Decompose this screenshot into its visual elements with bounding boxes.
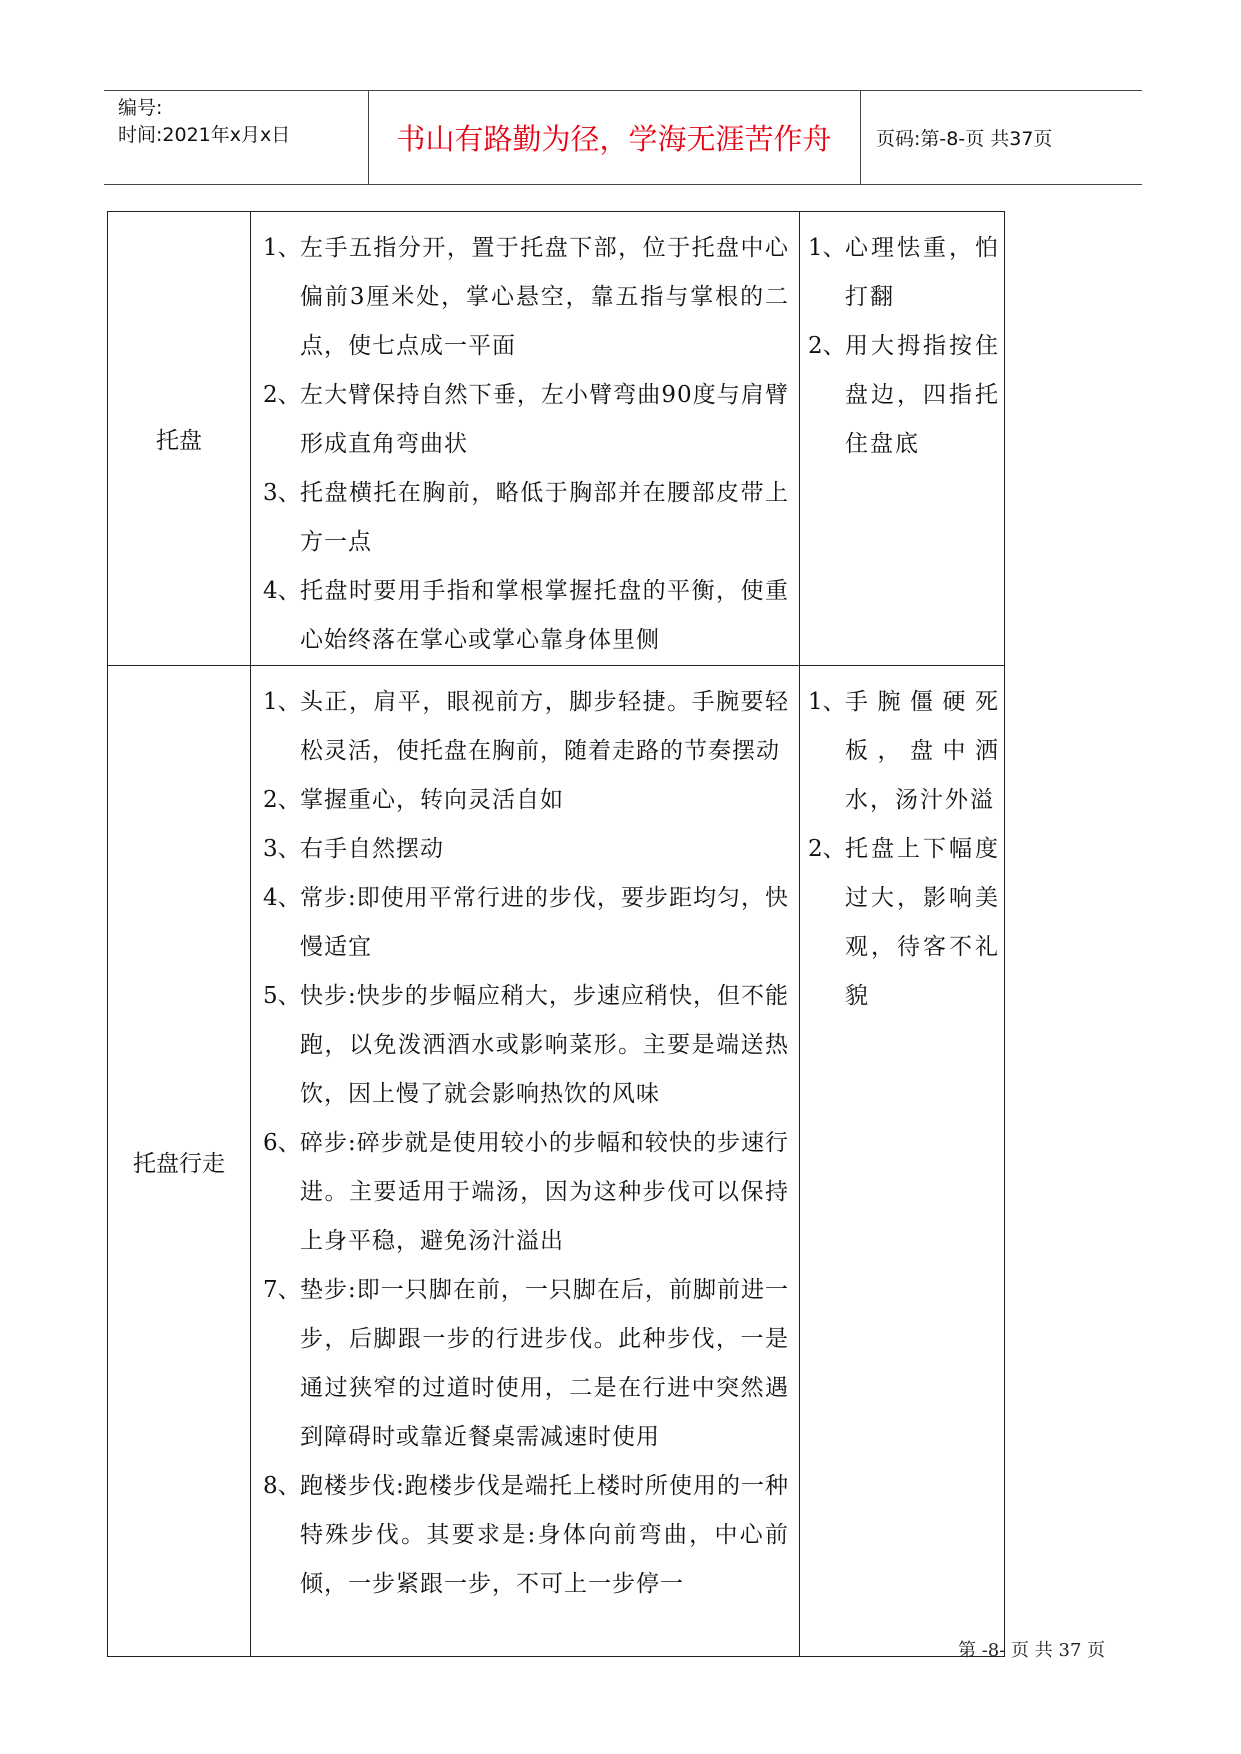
list-item [263, 678, 789, 776]
page-header [104, 90, 1142, 185]
item-text: 跑楼步伐:跑楼步伐是端托上楼时所使用的一种特殊步伐。其要求是:身体向前弯曲，中心前倾，一步紧跟一步，不可上一步停一 [300, 1473, 789, 1597]
item-number: 8、 [263, 1473, 301, 1499]
item-text: 垫步:即一只脚在前，一只脚在后，前脚前进一步，后脚跟一步的行进步伐。此种步伐，一是通过狭窄的过道时使用，二是在行进中突然遇到障碍时或靠近餐桌需减速时使用 [300, 1277, 789, 1450]
header-meta [118, 95, 290, 149]
list-item [263, 874, 789, 972]
table-row [108, 212, 1005, 666]
item-text: 心理怯重，怕打翻 [845, 235, 1000, 310]
list-item [263, 224, 789, 371]
item-number: 2、 [808, 836, 846, 862]
item-number: 2、 [808, 333, 846, 359]
procedure-cell [251, 212, 800, 666]
content-table [107, 211, 1005, 1657]
table-body [108, 212, 1005, 1657]
list-item [263, 825, 789, 874]
item-number: 1、 [808, 689, 846, 715]
list-item [263, 469, 789, 567]
header-divider [860, 91, 861, 184]
procedure-cell [251, 666, 800, 1657]
item-text: 头正，肩平，眼视前方，脚步轻捷。手腕要轻松灵活，使托盘在胸前，随着走路的节奏摆动 [300, 689, 789, 764]
item-text: 掌握重心，转向灵活自如 [300, 787, 564, 813]
item-text: 快步:快步的步幅应稍大，步速应稍快，但不能跑，以免泼洒酒水或影响菜形。主要是端送热饮，因上慢了就会影响热饮的风味 [300, 983, 789, 1107]
list-item [263, 567, 789, 665]
item-number: 2、 [263, 787, 301, 813]
common-errors-cell [800, 666, 1005, 1657]
item-number: 3、 [263, 480, 301, 506]
list-item [263, 371, 789, 469]
list-item [808, 678, 1000, 825]
item-number: 2、 [263, 382, 301, 408]
list-item [808, 825, 1000, 1021]
table-row [108, 666, 1005, 1657]
item-number: 6、 [263, 1130, 301, 1156]
page-footer: 第 -8- 页 共 37 页 [958, 1640, 1106, 1661]
number-label: 编号: [118, 97, 163, 119]
item-text: 手腕僵硬死板，盘中洒水，汤汁外溢 [845, 689, 1000, 813]
item-text: 左手五指分开，置于托盘下部，位于托盘中心偏前3厘米处，掌心悬空，靠五指与掌根的二点，使七点成一平面 [300, 235, 789, 359]
item-text: 用大拇指按住盘边，四指托住盘底 [845, 333, 1000, 457]
time-label: 时间:2021年x月x日 [118, 124, 291, 146]
item-number: 4、 [263, 885, 301, 911]
item-text: 左大臂保持自然下垂，左小臂弯曲90度与肩臂形成直角弯曲状 [300, 382, 789, 457]
list-item [263, 776, 789, 825]
header-motto: 书山有路勤为径，学海无涯苦作舟 [396, 122, 832, 156]
list-item [263, 972, 789, 1119]
item-text: 托盘上下幅度过大，影响美观，待客不礼貌 [845, 836, 1000, 1009]
topic-cell: 托盘 [108, 212, 251, 666]
item-number: 1、 [808, 235, 846, 261]
item-number: 5、 [263, 983, 301, 1009]
item-number: 1、 [263, 689, 301, 715]
item-number: 7、 [263, 1277, 301, 1303]
list-item [808, 224, 1000, 322]
item-number: 1、 [263, 235, 301, 261]
item-text: 托盘时要用手指和掌根掌握托盘的平衡，使重心始终落在掌心或掌心靠身体里侧 [300, 578, 789, 653]
item-number: 3、 [263, 836, 301, 862]
common-errors-cell [800, 212, 1005, 666]
item-text: 托盘横托在胸前，略低于胸部并在腰部皮带上方一点 [300, 480, 789, 555]
list-item [263, 1266, 789, 1462]
list-item [263, 1462, 789, 1609]
item-text: 右手自然摆动 [300, 836, 444, 862]
item-text: 碎步:碎步就是使用较小的步幅和较快的步速行进。主要适用于端汤，因为这种步伐可以保持上身平稳，避免汤汁溢出 [300, 1130, 789, 1254]
list-item [808, 322, 1000, 469]
header-page-code: 页码:第-8-页 共37页 [876, 128, 1053, 150]
item-text: 常步:即使用平常行进的步伐，要步距均匀，快慢适宜 [300, 885, 789, 960]
item-number: 4、 [263, 578, 301, 604]
topic-cell: 托盘行走 [108, 666, 251, 1657]
list-item [263, 1119, 789, 1266]
